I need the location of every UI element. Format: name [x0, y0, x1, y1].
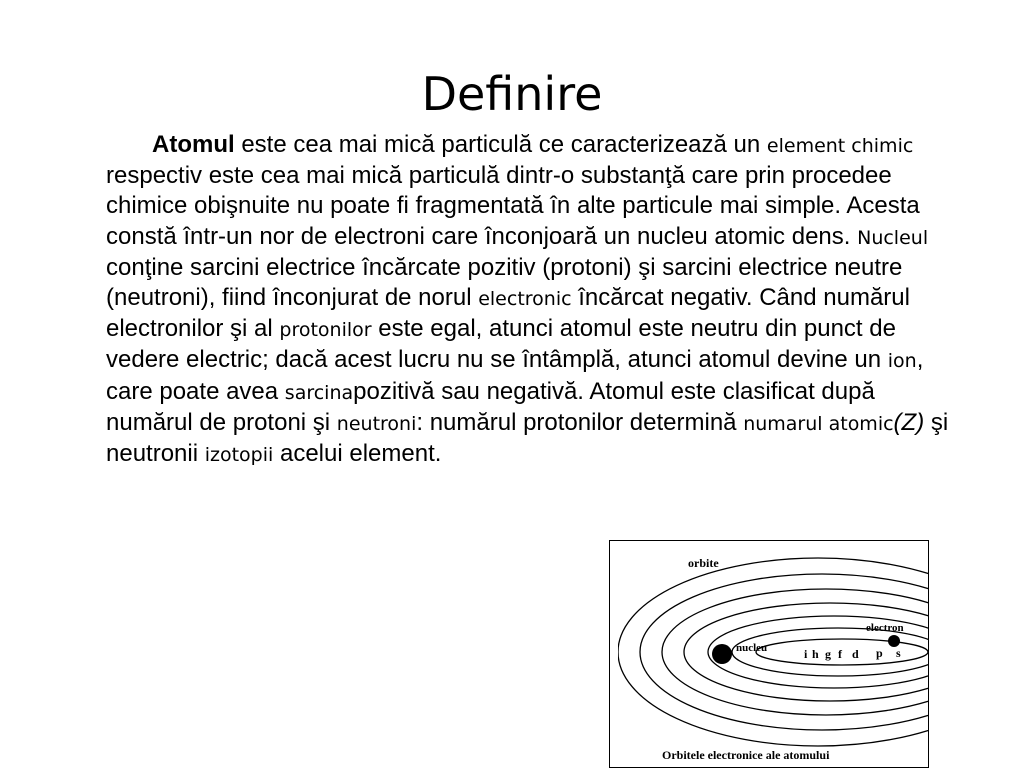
text-segment: pozitivă sau negativă. Atomul este clasificat după numărul de protoni şi: [106, 377, 875, 436]
orbit-h: [640, 574, 928, 730]
label-orbits: orbite: [688, 556, 719, 570]
atomic-number-symbol: (Z): [893, 408, 925, 436]
shell-letter-d: d: [852, 647, 859, 661]
shell-letter-i: i: [804, 647, 808, 661]
link-nucleul[interactable]: Nucleul: [857, 226, 929, 249]
link-neutroni[interactable]: neutroni: [336, 412, 417, 435]
text-segment: este cea mai mică particulă ce caracterizează un: [234, 131, 767, 158]
text-segment: acelui element.: [273, 440, 442, 468]
orbits-diagram: [610, 541, 928, 767]
shell-letter-f: f: [838, 647, 842, 661]
link-numarul-atomic[interactable]: numarul atomic: [743, 412, 894, 435]
link-protonilor[interactable]: protonilor: [279, 319, 372, 342]
label-nucleus: nucleu: [736, 642, 768, 654]
orbit-g: [662, 589, 928, 715]
text-segment: conţine sarcini electrice încărcate pozitiv (protoni) şi sarcini electrice neutre (neutroni), fiind înconjurat de norul: [106, 253, 903, 312]
shell-letter-p: p: [876, 646, 883, 660]
slide-title: Definire: [421, 67, 603, 121]
text-segment: şi neutronii: [106, 408, 949, 468]
shell-letter-h: h: [812, 647, 819, 661]
link-izotopii[interactable]: izotopii: [204, 444, 274, 467]
shell-letters: [804, 646, 901, 661]
link-element-chimic[interactable]: element chimic: [766, 135, 914, 157]
text-segment: încărcat negativ. Când numărul electronilor şi al: [106, 284, 910, 343]
text-segment: respectiv este cea mai mică particulă dintr-o substanţă care prin procedee chimice obişnuite nu poate fi fragmentată în alte particule mai simple. Acesta constă într-un nor de electroni care înconjoară un nucleu atomic dens.: [106, 162, 920, 250]
shell-letter-s: s: [896, 646, 901, 660]
label-electron: electron: [866, 622, 904, 634]
shell-letter-g: g: [825, 647, 831, 661]
orbit-s: [756, 639, 928, 665]
text-segment: este egal, atunci atomul este neutru din punct de vedere electric; dacă acest lucru nu se întâmplă, atunci atomul devine un: [106, 315, 896, 374]
figure-left-mask: [612, 542, 618, 766]
text-segment: : numărul protonilor determină: [416, 408, 744, 436]
figure-caption: Orbitele electronice ale atomului: [662, 748, 830, 762]
link-sarcina[interactable]: sarcina: [284, 381, 354, 404]
link-electronic[interactable]: electronic: [478, 288, 572, 311]
link-ion[interactable]: ion: [887, 350, 917, 373]
definition-paragraph: [106, 130, 966, 470]
atom-orbits-figure: [609, 540, 929, 768]
nucleus-dot: [712, 644, 732, 664]
term-atomul: Atomul: [152, 131, 235, 158]
text-segment: , care poate avea: [106, 346, 924, 405]
